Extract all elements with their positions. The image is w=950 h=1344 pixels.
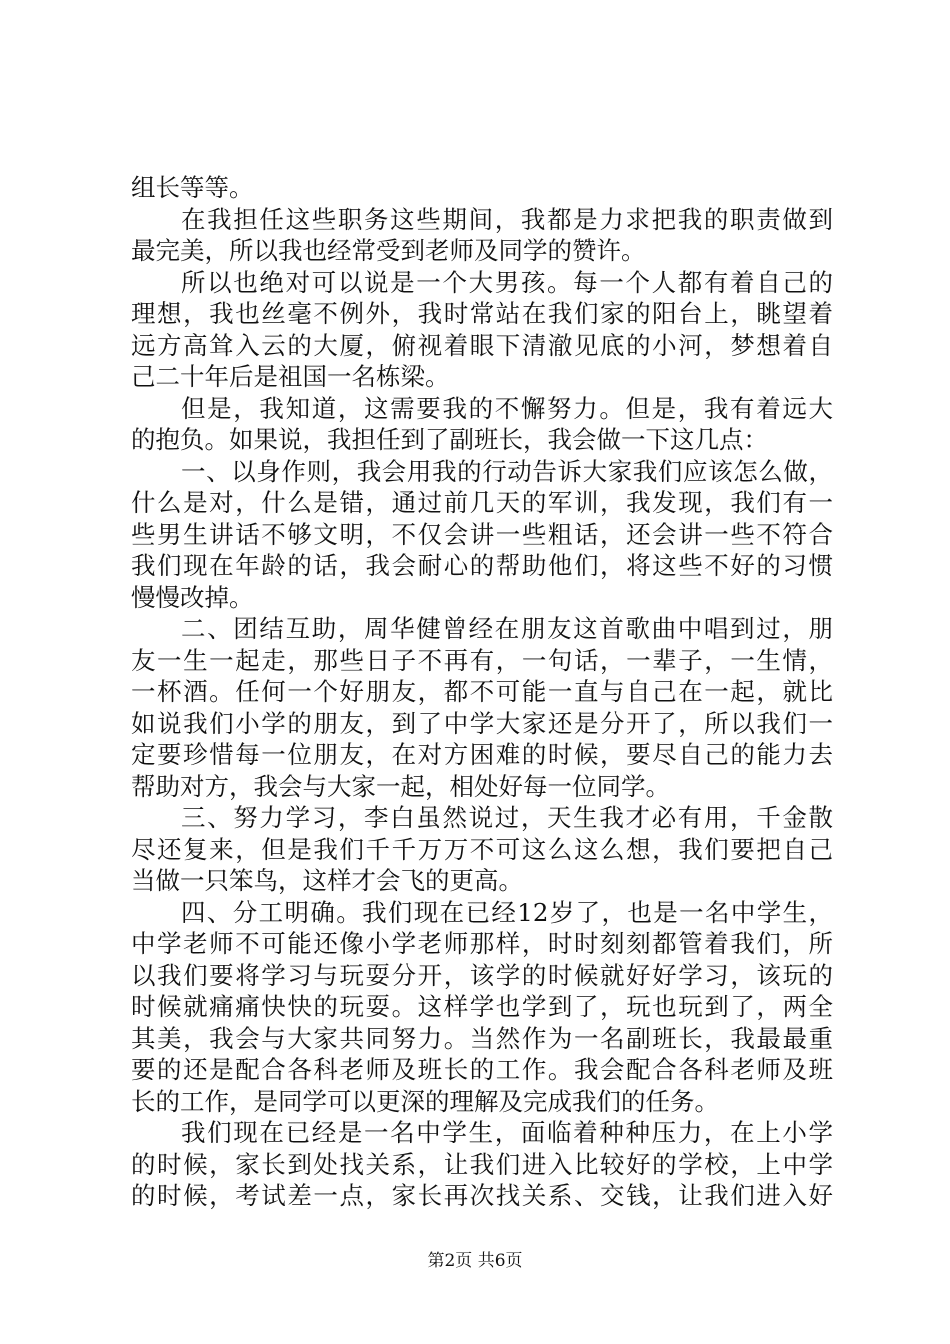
page-number: 第2页 共6页 xyxy=(427,1251,523,1271)
text-line: 帮助对方，我会与大家一起，相处好每一位同学。 xyxy=(131,771,670,801)
text-line: 三、努力学习，李白虽然说过，天生我才必有用，千金散 xyxy=(181,803,833,832)
text-line: 的时候，考试差一点，家长再次找关系、交钱，让我们进入好 xyxy=(131,1181,833,1210)
paragraph xyxy=(131,897,833,1118)
paragraph xyxy=(131,456,833,614)
text-line: 些男生讲话不够文明，不仅会讲一些粗话，还会讲一些不符合 xyxy=(131,519,833,549)
text-line: 尽还复来，但是我们千千万万不可这么这么想，我们要把自己 xyxy=(131,834,833,864)
paragraph xyxy=(131,1117,833,1212)
text-line: 什么是对，什么是错，通过前几天的军训，我发现，我们有一 xyxy=(131,488,833,517)
paragraph xyxy=(131,172,833,204)
text-line: 中学老师不可能还像小学老师那样，时时刻刻都管着我们，所 xyxy=(131,929,833,958)
paragraph xyxy=(131,204,833,267)
paragraph xyxy=(131,267,833,393)
text-line: 当做一只笨鸟，这样才会飞的更高。 xyxy=(131,866,523,895)
text-line: 要的还是配合各科老师及班长的工作。我会配合各科老师及班 xyxy=(131,1055,833,1084)
text-line: 理想，我也丝毫不例外，我时常站在我们家的阳台上，眺望着 xyxy=(131,299,833,328)
text-line: 时候就痛痛快快的玩耍。这样学也学到了，玩也玩到了，两全 xyxy=(131,992,833,1021)
text-line: 所以也绝对可以说是一个大男孩。每一个人都有着自己的 xyxy=(181,267,833,297)
paragraph xyxy=(131,613,833,802)
text-line: 己二十年后是祖国一名栋梁。 xyxy=(131,362,450,391)
text-line: 二、团结互助，周华健曾经在朋友这首歌曲中唱到过，朋 xyxy=(181,614,833,643)
text-line: 远方高耸入云的大厦，俯视着眼下清澈见底的小河，梦想着自 xyxy=(131,330,833,360)
text-line: 一、以身作则，我会用我的行动告诉大家我们应该怎么做， xyxy=(181,456,833,486)
text-line: 长的工作，是同学可以更深的理解及完成我们的任务。 xyxy=(131,1086,719,1116)
text-line: 一杯酒。任何一个好朋友，都不可能一直与自己在一起，就比 xyxy=(131,677,833,706)
text-line: 我们现在年龄的话，我会耐心的帮助他们，将这些不好的习惯 xyxy=(131,551,833,580)
text-line: 但是，我知道，这需要我的不懈努力。但是，我有着远大 xyxy=(181,393,833,423)
text-line: 在我担任这些职务这些期间，我都是力求把我的职责做到 xyxy=(181,204,833,234)
text-line: 慢慢改掉。 xyxy=(131,582,254,612)
text-line: 我们现在已经是一名中学生，面临着种种压力，在上小学 xyxy=(181,1118,833,1147)
text-line: 友一生一起走，那些日子不再有，一句话，一辈子，一生情， xyxy=(131,645,833,675)
text-line: 四、分工明确。我们现在已经12岁了，也是一名中学生， xyxy=(181,897,833,927)
text-line: 的抱负。如果说，我担任到了副班长，我会做一下这几点： xyxy=(131,425,768,454)
text-line: 如说我们小学的朋友，到了中学大家还是分开了，所以我们一 xyxy=(131,708,833,738)
paragraph xyxy=(131,393,833,456)
text-line: 组长等等。 xyxy=(131,173,254,202)
text-line: 的时候，家长到处找关系，让我们进入比较好的学校，上中学 xyxy=(131,1149,833,1179)
paragraph xyxy=(131,802,833,897)
text-line: 其美，我会与大家共同努力。当然作为一名副班长，我最最重 xyxy=(131,1023,833,1053)
text-line: 以我们要将学习与玩耍分开，该学的时候就好好学习，该玩的 xyxy=(131,960,833,990)
document-body xyxy=(131,172,833,1212)
text-line: 最完美，所以我也经常受到老师及同学的赞许。 xyxy=(131,236,646,265)
text-line: 定要珍惜每一位朋友，在对方困难的时候，要尽自己的能力去 xyxy=(131,740,833,769)
